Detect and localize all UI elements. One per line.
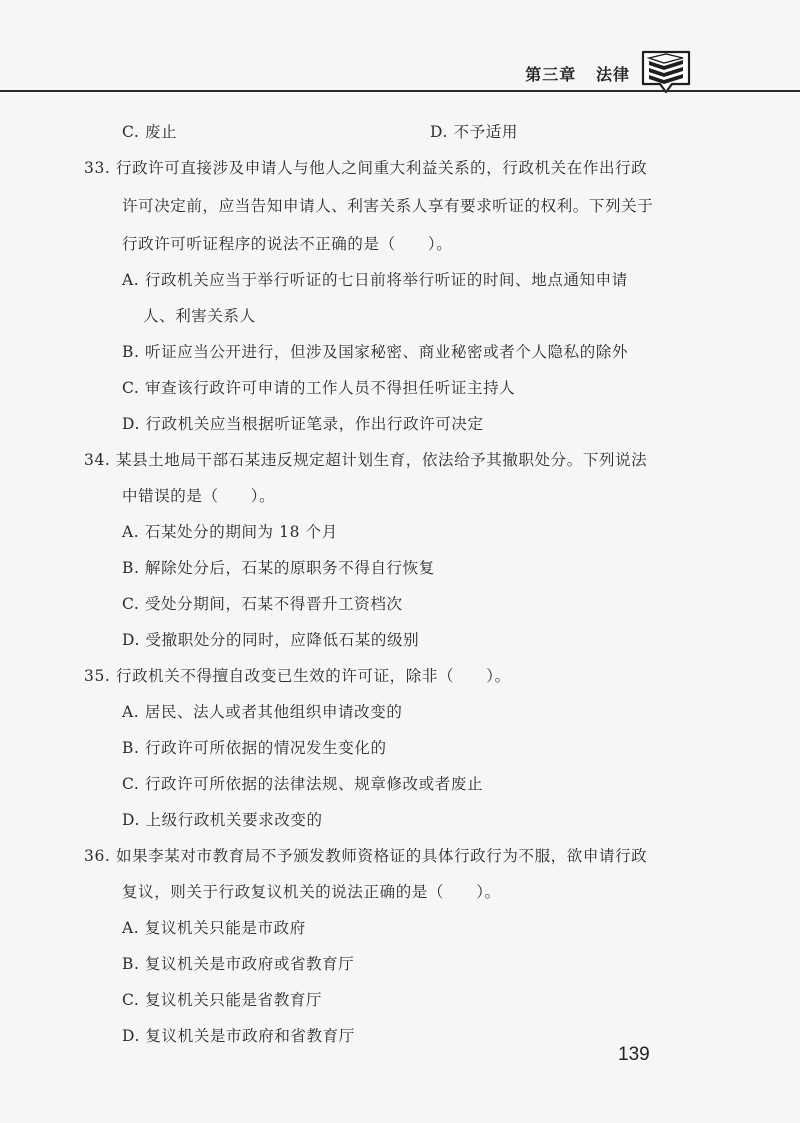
q36-option-c: C. 复议机关只能是省教育厅 — [122, 991, 323, 1009]
chapter-title: 法律 — [595, 65, 630, 84]
q34-option-c: C. 受处分期间，石某不得晋升工资档次 — [122, 595, 403, 613]
q36-stem-line-1: 36. 如果李某对市教育局不予颁发教师资格证的具体行政行为不服，欲申请行政 — [84, 847, 648, 865]
q33-option-a-cont: 人、利害关系人 — [143, 307, 256, 325]
q35-option-d: D. 上级行政机关要求改变的 — [122, 811, 323, 829]
q33-stem-line-3: 行政许可听证程序的说法不正确的是（ ）。 — [122, 235, 453, 253]
previous-option-c: C. 废止 — [122, 123, 178, 141]
q35-option-c: C. 行政许可所依据的法律法规、规章修改或者废止 — [122, 775, 484, 793]
q34-option-a: A. 石某处分的期间为 18 个月 — [122, 523, 338, 541]
q36-option-d: D. 复议机关是市政府和省教育厅 — [122, 1027, 355, 1045]
q34-stem-line-1: 34. 某县土地局干部石某违反规定超计划生育，依法给予其撤职处分。下列说法 — [84, 451, 648, 469]
q33-option-b: B. 听证应当公开进行，但涉及国家秘密、商业秘密或者个人隐私的除外 — [122, 343, 629, 361]
chapter-number: 第三章 — [525, 65, 577, 84]
q33-stem-line-1: 33. 行政许可直接涉及申请人与他人之间重大利益关系的，行政机关在作出行政 — [84, 159, 648, 177]
q36-stem-line-2: 复议，则关于行政复议机关的说法正确的是（ ）。 — [122, 883, 501, 901]
page-number: 139 — [618, 1044, 650, 1065]
q33-option-c: C. 审查该行政许可申请的工作人员不得担任听证主持人 — [122, 379, 516, 397]
q33-option-d: D. 行政机关应当根据听证笔录，作出行政许可决定 — [122, 415, 484, 433]
q35-option-a: A. 居民、法人或者其他组织申请改变的 — [122, 703, 403, 721]
q35-option-b: B. 行政许可所依据的情况发生变化的 — [122, 739, 387, 757]
chapter-header — [480, 62, 630, 85]
q34-stem-line-2: 中错误的是（ ）。 — [122, 487, 276, 505]
q35-stem-line-1: 35. 行政机关不得擅自改变已生效的许可证，除非（ ）。 — [84, 667, 511, 685]
q36-option-b: B. 复议机关是市政府或省教育厅 — [122, 955, 355, 973]
q33-stem-line-2: 许可决定前，应当告知申请人、利害关系人享有要求听证的权利。下列关于 — [122, 197, 654, 215]
book-stack-icon — [640, 48, 692, 102]
q33-option-a: A. 行政机关应当于举行听证的七日前将举行听证的时间、地点通知申请 — [122, 271, 628, 289]
q34-option-b: B. 解除处分后，石某的原职务不得自行恢复 — [122, 559, 435, 577]
previous-option-d: D. 不予适用 — [430, 123, 518, 141]
header-rule — [0, 90, 800, 92]
q34-option-d: D. 受撤职处分的同时，应降低石某的级别 — [122, 631, 420, 649]
q36-option-a: A. 复议机关只能是市政府 — [122, 919, 306, 937]
